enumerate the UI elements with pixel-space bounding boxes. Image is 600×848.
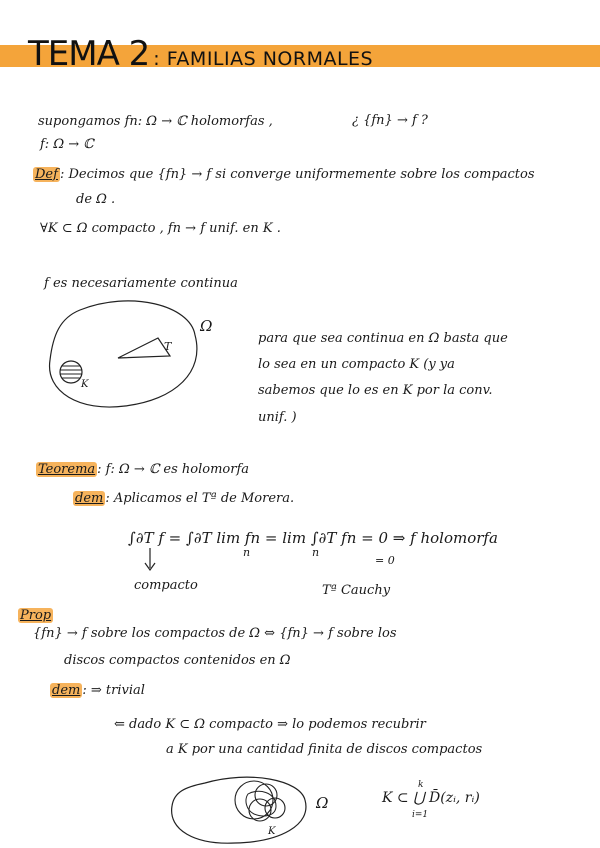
para-1: para que sea continua en Ω basta que xyxy=(258,331,508,346)
lim-subscript-2: n xyxy=(312,546,320,559)
title-sub: : FAMILIAS NORMALES xyxy=(153,48,374,70)
dem-block xyxy=(73,491,294,507)
prop-line-2: discos compactos contenidos en Ω xyxy=(64,653,291,668)
omega-region-2 xyxy=(172,777,306,843)
para-4: unif. ) xyxy=(258,410,297,425)
dem2-text: : ⇒ trivial xyxy=(82,683,145,698)
K-label: K xyxy=(81,379,89,390)
line-supongamos: supongamos fn: Ω → ℂ holomorfas , xyxy=(38,114,273,129)
prop-label: Prop xyxy=(20,608,52,623)
dem2-block xyxy=(50,683,145,699)
line-f-def: f: Ω → ℂ xyxy=(40,137,94,152)
omega-region-1 xyxy=(50,301,197,407)
dem-label: dem xyxy=(75,491,104,506)
cover-lower-index: i=1 xyxy=(412,810,429,820)
title-main: TEMA 2 xyxy=(28,34,150,74)
omega-label-1: Ω xyxy=(200,317,213,335)
omega-label-2: Ω xyxy=(316,794,329,812)
converse-line-2: a K por una cantidad finita de discos compactos xyxy=(166,742,483,757)
dem2-label: dem xyxy=(52,683,81,698)
line-de-omega: de Ω . xyxy=(76,192,116,207)
cauchy-note: Tª Cauchy xyxy=(322,583,391,598)
eq-zero-under: = 0 xyxy=(375,554,395,567)
K-label-2: K xyxy=(268,826,276,837)
def-label: Def xyxy=(35,167,58,182)
T-label: T xyxy=(164,340,172,353)
compacto-note: compacto xyxy=(134,578,198,593)
teorema-label: Teorema xyxy=(38,462,96,477)
integral-equation: ∫∂T f = ∫∂T lim fn = lim ∫∂T fn = 0 ⇒ f holomorfa xyxy=(128,529,498,547)
teorema-text: : f: Ω → ℂ es holomorfa xyxy=(97,462,250,477)
compact-K-disc xyxy=(60,361,82,383)
lim-subscript-1: n xyxy=(243,546,251,559)
para-3: sabemos que lo es en K por la conv. xyxy=(258,383,493,398)
line-continua: f es necesariamente continua xyxy=(44,276,238,291)
line-forall-k: ∀K ⊂ Ω compacto , fn → f unif. en K . xyxy=(40,221,281,236)
cover-disc-1 xyxy=(235,781,273,819)
para-2: lo sea en un compacto K (y ya xyxy=(258,357,455,372)
dem-text: : Aplicamos el Tª de Morera. xyxy=(105,491,295,506)
teorema-block xyxy=(36,462,249,478)
cover-formula: K ⊂ ⋃ D̄(zᵢ, rᵢ) xyxy=(382,790,480,806)
def-text: : Decimos que {fn} → f si converge uniformemente sobre los compactos xyxy=(59,167,535,182)
prop-line-1: {fn} → f sobre los compactos de Ω ⇔ {fn} → f sobre los xyxy=(33,626,397,641)
line-question: ¿ {fn} → f ? xyxy=(352,113,428,128)
converse-line-1: ⇐ dado K ⊂ Ω compacto ⇒ lo podemos recubrir xyxy=(114,717,426,732)
prop-label-wrap xyxy=(18,608,53,624)
triangle-T xyxy=(118,338,170,358)
cover-upper-index: k xyxy=(418,780,424,790)
